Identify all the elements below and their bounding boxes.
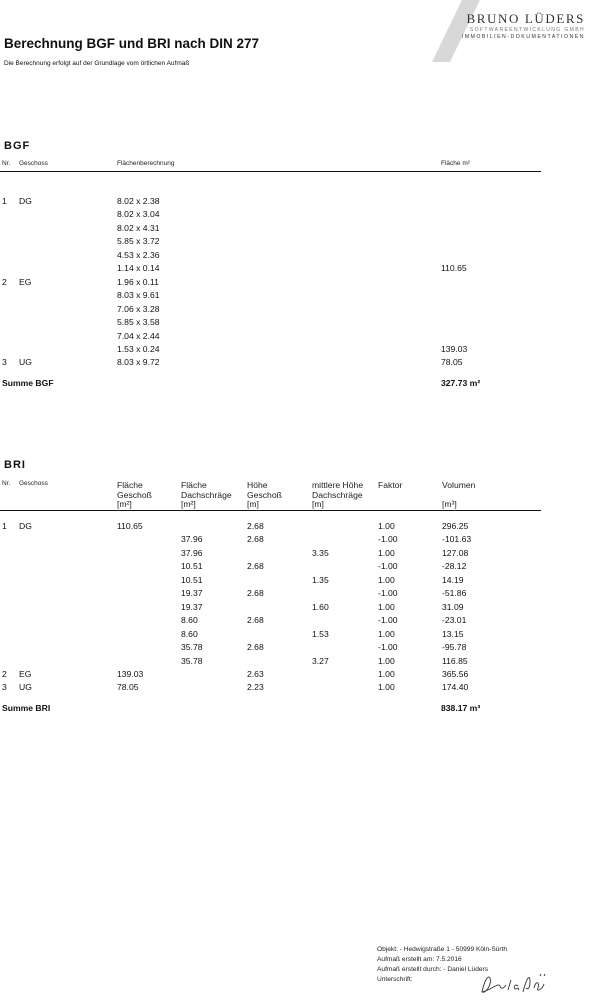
bri-cell-fd: 37.96 <box>181 547 203 558</box>
bri-cell-nr: 1 <box>2 521 7 531</box>
bri-cell-v: 296.25 <box>442 521 469 531</box>
bri-cell-fd: 19.37 <box>181 601 203 612</box>
bri-cell-f: -1.00 <box>378 534 398 545</box>
bgf-cell-area: 139.03 <box>441 343 468 354</box>
footer-objekt: Objekt: - Hedwigstraße 1 - 50999 Köln-Sürth <box>377 946 508 953</box>
bgf-cell-geschoss: UG <box>19 357 32 368</box>
bgf-cell-calc: 5.85 x 3.58 <box>117 317 160 328</box>
bri-cell-h: 2.68 <box>247 588 264 599</box>
bgf-header-rule <box>0 171 541 172</box>
bri-cell-f: 1.00 <box>378 682 395 693</box>
bgf-col-geschoss: Geschoss <box>19 160 48 167</box>
bri-cell-h: 2.68 <box>247 561 264 572</box>
bri-cell-fd: 8.60 <box>181 628 198 639</box>
footer-unterschrift-label: Unterschrift: <box>377 976 413 983</box>
bgf-col-flaeche: Fläche m² <box>441 160 470 167</box>
bri-cell-mh: 1.53 <box>312 628 329 639</box>
bri-col-flaeche-geschoss: [m²] <box>117 499 132 509</box>
bri-cell-v: 31.09 <box>442 601 464 612</box>
page-title: Berechnung BGF und BRI nach DIN 277 <box>4 36 260 51</box>
bri-col-flaeche-dach: Dachschräge <box>181 489 232 500</box>
bri-cell-mh: 1.35 <box>312 574 329 585</box>
bgf-cell-calc: 1.96 x 0.11 <box>117 276 159 287</box>
bri-cell-mh: 3.35 <box>312 547 329 558</box>
bri-cell-v: 14.19 <box>442 574 464 585</box>
bri-cell-f: 1.00 <box>378 574 395 585</box>
bri-cell-v: -28.12 <box>442 561 467 572</box>
bri-col-hoehe: [m] <box>247 499 259 509</box>
logo-subline-1: SOFTWAREENTWICKLUNG GMBH <box>469 27 585 33</box>
bgf-cell-area: 78.05 <box>441 357 463 368</box>
bgf-cell-nr: 3 <box>2 357 7 368</box>
bgf-heading: BGF <box>4 140 31 152</box>
bgf-cell-nr: 1 <box>2 196 7 206</box>
bri-cell-v: -51.86 <box>442 588 467 599</box>
bri-cell-f: -1.00 <box>378 561 398 572</box>
page-subtitle: Die Berechnung erfolgt auf der Grundlage vom örtlichen Aufmaß <box>4 60 190 67</box>
logo-name: BRUNO LÜDERS <box>466 11 585 26</box>
bri-cell-fd: 8.60 <box>181 615 198 626</box>
bri-cell-fd: 37.96 <box>181 534 203 545</box>
bgf-cell-calc: 8.02 x 2.38 <box>117 196 160 206</box>
bri-cell-f: 1.00 <box>378 655 395 666</box>
bri-cell-v: 174.40 <box>442 682 469 693</box>
bri-col-hoehe: Höhe <box>247 480 268 490</box>
bri-cell-fd: 10.51 <box>181 574 203 585</box>
bgf-cell-nr: 2 <box>2 276 7 287</box>
bri-heading: BRI <box>4 459 26 471</box>
bri-sum-value: 838.17 m³ <box>441 703 481 713</box>
bgf-cell-calc: 1.14 x 0.14 <box>117 263 160 274</box>
bri-col-nr: Nr. <box>2 480 11 487</box>
bgf-sum-value: 327.73 m² <box>441 378 481 388</box>
bri-cell-h: 2.68 <box>247 521 264 531</box>
bri-cell-f: 1.00 <box>378 547 395 558</box>
footer-erstellt-am: Aufmaß erstellt am: 7.5.2016 <box>377 956 462 963</box>
bri-cell-v: 127.08 <box>442 547 469 558</box>
bri-cell-geschoss: EG <box>19 668 32 679</box>
bri-col-faktor: Faktor <box>378 480 403 490</box>
bri-cell-nr: 2 <box>2 668 7 679</box>
bgf-cell-calc: 8.03 x 9.61 <box>117 290 160 301</box>
bri-col-flaeche-dach: Fläche <box>181 480 207 490</box>
bri-cell-mh: 3.27 <box>312 655 329 666</box>
bri-col-geschoss: Geschoss <box>19 480 48 487</box>
bri-cell-fd: 10.51 <box>181 561 203 572</box>
bgf-cell-calc: 8.03 x 9.72 <box>117 357 160 368</box>
bri-col-volumen: Volumen <box>442 480 476 490</box>
bri-cell-v: -101.63 <box>442 534 472 545</box>
bgf-cell-geschoss: EG <box>19 276 32 287</box>
bgf-cell-calc: 7.06 x 3.28 <box>117 303 160 314</box>
bri-cell-f: -1.00 <box>378 615 398 626</box>
bri-cell-h: 2.68 <box>247 534 264 545</box>
bri-cell-mh: 1.60 <box>312 601 329 612</box>
bgf-cell-calc: 8.02 x 4.31 <box>117 222 160 233</box>
bri-cell-geschoss: UG <box>19 682 32 693</box>
logo-subline-2: IMMOBILIEN-DOKUMENTATIONEN <box>461 34 585 40</box>
bri-col-flaeche-geschoss: Fläche <box>117 480 143 490</box>
bri-sum-label: Summe BRI <box>2 703 51 713</box>
bgf-cell-calc: 7.04 x 2.44 <box>117 330 160 341</box>
bri-col-hoehe: Geschoß <box>247 489 282 500</box>
bgf-cell-calc: 4.53 x 2.36 <box>117 249 160 260</box>
bri-col-volumen: [m³] <box>442 499 457 509</box>
company-logo <box>410 0 589 62</box>
bgf-col-berechnung: Flächenberechnung <box>117 160 175 167</box>
bri-cell-fd: 19.37 <box>181 588 203 599</box>
signature-image <box>478 968 550 998</box>
bri-cell-fd: 35.78 <box>181 642 203 653</box>
bri-cell-v: 365.56 <box>442 668 469 679</box>
bri-cell-h: 2.23 <box>247 682 264 693</box>
bri-cell-fd: 35.78 <box>181 655 203 666</box>
bgf-cell-calc: 5.85 x 3.72 <box>117 236 160 247</box>
bgf-col-nr: Nr. <box>2 160 11 167</box>
bri-cell-f: -1.00 <box>378 642 398 653</box>
bgf-sum-label: Summe BGF <box>2 378 54 388</box>
bri-cell-f: 1.00 <box>378 601 395 612</box>
bri-cell-f: 1.00 <box>378 628 395 639</box>
bgf-cell-area: 110.65 <box>441 263 467 274</box>
bri-col-mittlere-hoehe: mittlere Höhe <box>312 480 364 490</box>
bri-cell-nr: 3 <box>2 682 7 693</box>
bri-cell-h: 2.68 <box>247 615 264 626</box>
bri-cell-fg: 78.05 <box>117 682 139 693</box>
bri-col-mittlere-hoehe: Dachschräge <box>312 489 363 500</box>
footer-erstellt-durch: Aufmaß erstellt durch: - Daniel Lüders <box>377 966 489 973</box>
bri-cell-fg: 139.03 <box>117 668 144 679</box>
bri-cell-f: -1.00 <box>378 588 398 599</box>
bri-cell-h: 2.63 <box>247 668 264 679</box>
bgf-cell-calc: 8.02 x 3.04 <box>117 209 160 220</box>
bri-cell-v: -95.78 <box>442 642 467 653</box>
bgf-cell-geschoss: DG <box>19 196 32 206</box>
bri-cell-v: 13.15 <box>442 628 464 639</box>
bri-cell-v: -23.01 <box>442 615 467 626</box>
bgf-cell-calc: 1.53 x 0.24 <box>117 343 160 354</box>
bri-cell-geschoss: DG <box>19 521 32 531</box>
bri-cell-v: 116.85 <box>442 655 468 666</box>
bri-cell-f: 1.00 <box>378 668 395 679</box>
bri-col-flaeche-geschoss: Geschoß <box>117 489 152 500</box>
bri-cell-f: 1.00 <box>378 521 395 531</box>
bri-cell-h: 2.68 <box>247 642 264 653</box>
bri-header-rule <box>0 510 541 511</box>
bri-col-flaeche-dach: [m²] <box>181 499 196 509</box>
bri-col-mittlere-hoehe: [m] <box>312 499 324 509</box>
bri-cell-fg: 110.65 <box>117 521 143 531</box>
